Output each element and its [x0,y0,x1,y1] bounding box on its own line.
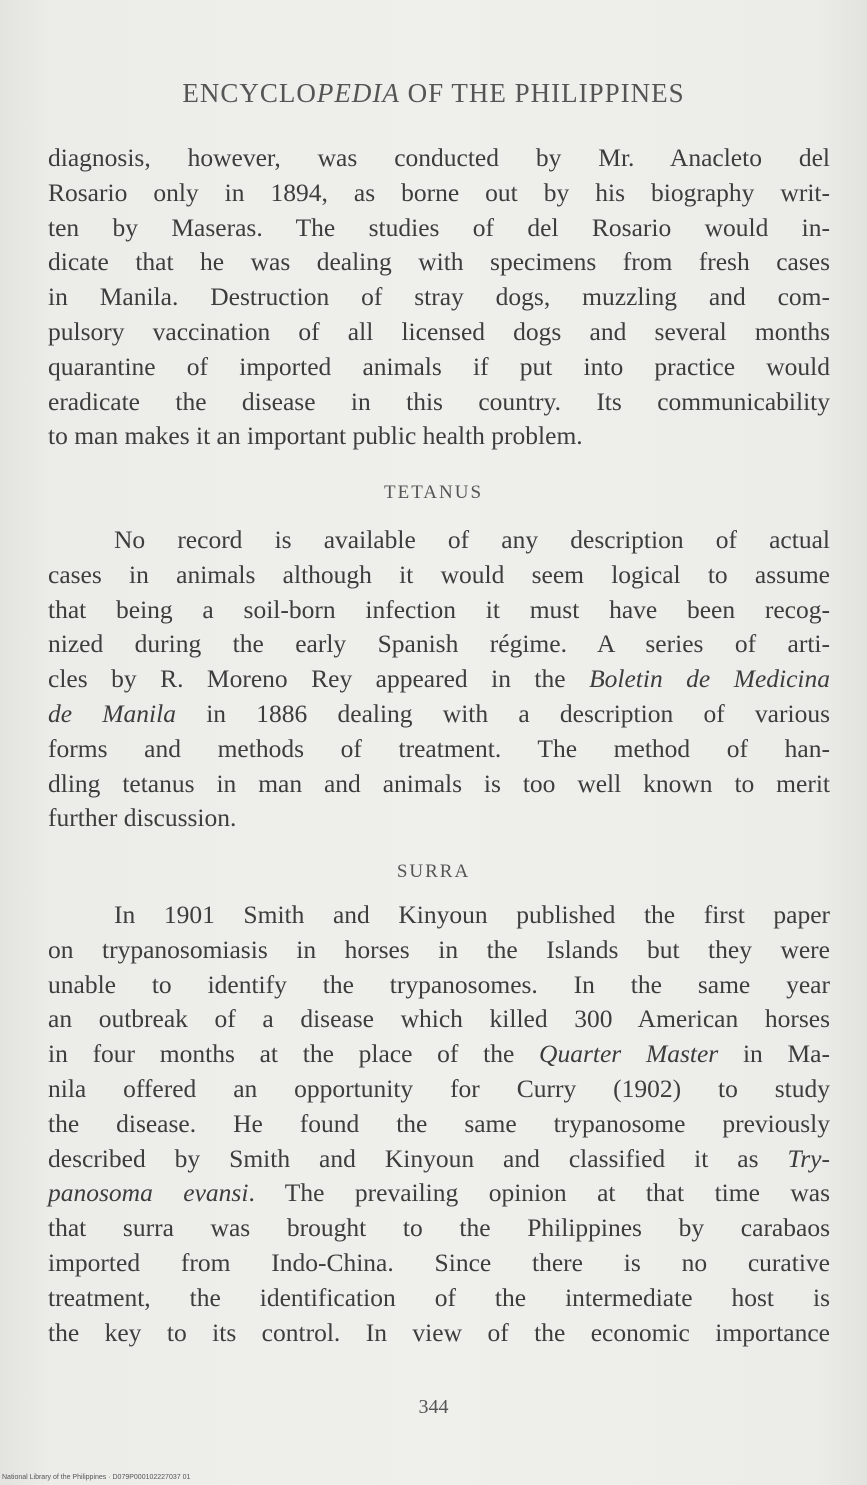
text-line: treatment, the identification of the intermediate host is [48,1282,830,1312]
text-line: nized during the early Spanish régime. A series of arti- [48,629,830,659]
text-run: described by Smith and Kinyoun and classified it as [48,1143,788,1173]
text-line: quarantine of imported animals if put into practice would [48,351,830,381]
text-line: eradicate the disease in this country. Its communicability [48,386,830,416]
text-line: that being a soil-born infection it must have been recog- [48,594,830,624]
footer-credit: National Library of the Philippines · D079P000102227037 01 [2,1474,191,1481]
text-line: on trypanosomiasis in horses in the Islands but they were [48,934,830,964]
journal-title: de Manila [48,698,176,728]
section-heading-tetanus: TETANUS [383,482,484,503]
paragraph-rabies-continuation [48,141,830,454]
paragraph-surra [48,898,830,1350]
text-line: imported from Indo-China. Since there is no curative [48,1247,830,1277]
section-heading-surra: SURRA [396,861,471,882]
text-line: cases in animals although it would seem logical to assume [48,559,830,589]
paragraph-tetanus [48,523,830,836]
species-name: Try- [787,1143,830,1173]
text-run: . The prevailing opinion at that time was [248,1178,831,1208]
running-head-part3: OF THE PHILIPPINES [399,78,685,108]
page-number: 344 [418,1396,449,1418]
text-line: nila offered an opportunity for Curry (1902) to study [48,1073,830,1103]
text-line [48,697,830,732]
text-line: forms and methods of treatment. The method of han- [48,733,830,763]
text-line [48,662,830,697]
text-line: in Manila. Destruction of stray dogs, muzzling and com- [48,282,830,312]
text-line: that surra was brought to the Philippines by carabaos [48,1213,830,1243]
running-head-part2: PEDIA [316,78,400,108]
text-line: dling tetanus in man and animals is too well known to merit [48,768,830,798]
species-name: panosoma evansi [48,1178,249,1208]
running-head-part1: ENCYCLO [182,78,317,108]
text-run: in Ma- [718,1039,830,1069]
text-line: further discussion. [48,803,237,833]
running-head [0,78,867,109]
italic-term: Quarter Master [539,1039,719,1069]
text-line: diagnosis, however, was conducted by Mr. Anacleto del [48,143,830,172]
text-line [48,1037,830,1072]
text-line: In 1901 Smith and Kinyoun published the first paper [114,900,830,929]
text-line: an outbreak of a disease which killed 300 American horses [48,1004,830,1034]
text-line: ten by Maseras. The studies of del Rosario would in- [48,212,830,242]
text-line: dicate that he was dealing with specimens from fresh cases [48,247,830,277]
text-line [48,1142,830,1177]
text-line: unable to identify the trypanosomes. In the same year [48,969,830,999]
text-line: the key to its control. In view of the economic importance [48,1317,830,1347]
text-line [48,1176,830,1211]
text-run: cles by R. Moreno Rey appeared in the [48,664,590,694]
journal-title: Boletin de Medicina [589,664,831,694]
text-line: No record is available of any description of actual [114,525,830,554]
text-line: Rosario only in 1894, as borne out by his biography writ- [48,177,830,207]
text-line: to man makes it an important public health problem. [48,421,583,451]
text-run: in 1886 dealing with a description of various [175,698,830,728]
text-line: pulsory vaccination of all licensed dogs and several months [48,316,830,346]
text-line: the disease. He found the same trypanosome previously [48,1108,830,1138]
text-run: in four months at the place of the [48,1039,540,1069]
